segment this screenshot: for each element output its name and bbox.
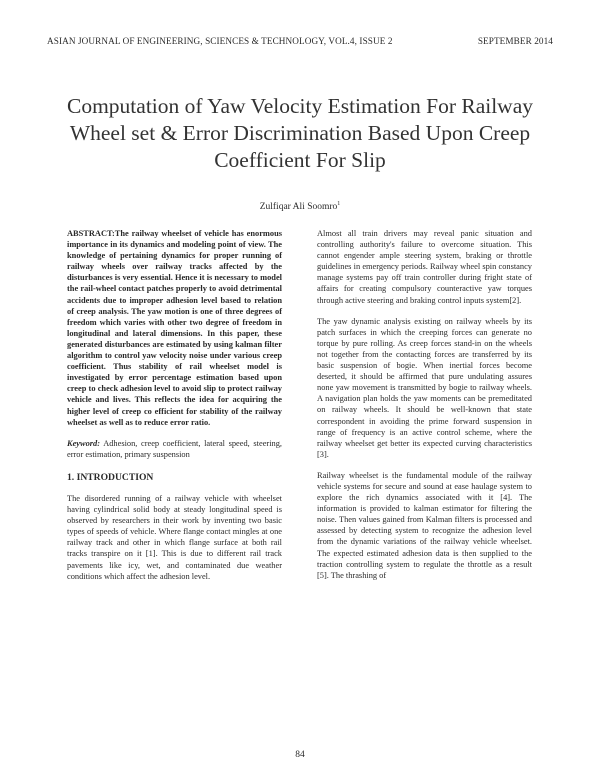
keywords-text: Adhesion, creep coefficient, lateral speed, steering, error estimation, primary suspension [67, 438, 282, 459]
intro-paragraph-1: The disordered running of a railway vehicle with wheelset having cylindrical solid body at steady longitudinal speed is observed by researchers in their work by inventing two basic types of speeds of vehicle. Where flange contact mingles at one railway track and other in which flange surface at both rail tracks transpire on it [1]. This is due to different rail track pavements like icy, wet, and contaminated due weather conditions which affect the adhesion level. [67, 493, 282, 581]
abstract-text: The railway wheelset of vehicle has enormous importance in its dynamics and modeling point of view. The knowledge of pertaining dynamics for proper running of railway wheels over railway tracks affected by the disturbances is very essential. Hence it is necessary to model the rail-wheel contact patches properly to avoid detrimental accidents due to improper adhesion level based to relation of creep analysis. The yaw motion is one of three degrees of freedom which varies with other two degree of freedom in longitudinal and lateral dimensions. In this paper, these generated disturbances are estimated by using kalman filter algorithm to control yaw velocity noise under various creep coefficient. Thus stability of rail wheelset model is investigated by error percentage estimation based upon creep to check adhesion level to avoid slip to protect railway vehicle and lives. This reflects the idea for acquiring the higher level of creep co efficient for stability of the railway wheelset as well as to reduce error ratio. [67, 229, 282, 427]
left-column [67, 228, 282, 592]
body-paragraph-3: Railway wheelset is the fundamental module of the railway vehicle systems for secure and sound at ease haulage system to explore the rich dynamics associated with it [4]. The information is provided to kalman estimator for filtering the noise. Then values gained from Kalman filters is processed and assessed by detecting system to recognize the adhesion level from the dynamic variations of the railway vehicle wheelset. The expected estimated adhesion data is then supplied to the traction controlling system to regulate the throttle as a result [5]. The thrashing of [317, 470, 532, 580]
body-paragraph-1: Almost all train drivers may reveal panic situation and controlling authority's failure to overcome situation. This cannot engender ample steering system, braking or throttle guidelines in emergency periods. Railway wheel spin constancy manage systems pay off train controller during fright state of affairs for creating compulsory counteractive yaw torques through active steering and braking control inputs system[2]. [317, 229, 532, 305]
abstract [67, 228, 282, 428]
author-name: Zulfiqar Ali Soomro [259, 202, 338, 213]
section-heading-introduction: 1. INTRODUCTION [67, 471, 154, 483]
abstract-label: ABSTRACT: [67, 229, 115, 238]
body-paragraph-2: The yaw dynamic analysis existing on railway wheels by its patch surfaces in which the creeping forces can generate no torque by pure rolling. As creep forces stand-in on the wheels not together from the contacting forces are transferred by its basic suspension of bogie. When inertial forces become deserted, it should be affirmed that pure undulating assures none yaw movement is transmitted by bogie to railway wheels. A navigation plan holds the yaw moments can be premeditated on railway wheels. It should be well-known that state correspondent in avoiding the prime forward suspension in range of frequency is an active control scheme, where the railway wheelset get better its expected curving characteristics [3]. [317, 316, 532, 459]
keywords [67, 438, 282, 460]
affiliation-mark: 1 [337, 201, 341, 207]
paper-title: Computation of Yaw Velocity Estimation For Railway Wheel set & Error Discrimination Based Upon Creep Coefficient For Slip [66, 94, 534, 172]
author-line [0, 201, 600, 212]
page-number: 84 [295, 750, 305, 760]
keywords-label: Keyword: [67, 438, 101, 448]
journal-name: ASIAN JOURNAL OF ENGINEERING, SCIENCES & TECHNOLOGY, VOL.4, ISSUE 2 [47, 36, 393, 46]
right-column [317, 228, 532, 591]
issue-date: SEPTEMBER 2014 [477, 36, 553, 46]
